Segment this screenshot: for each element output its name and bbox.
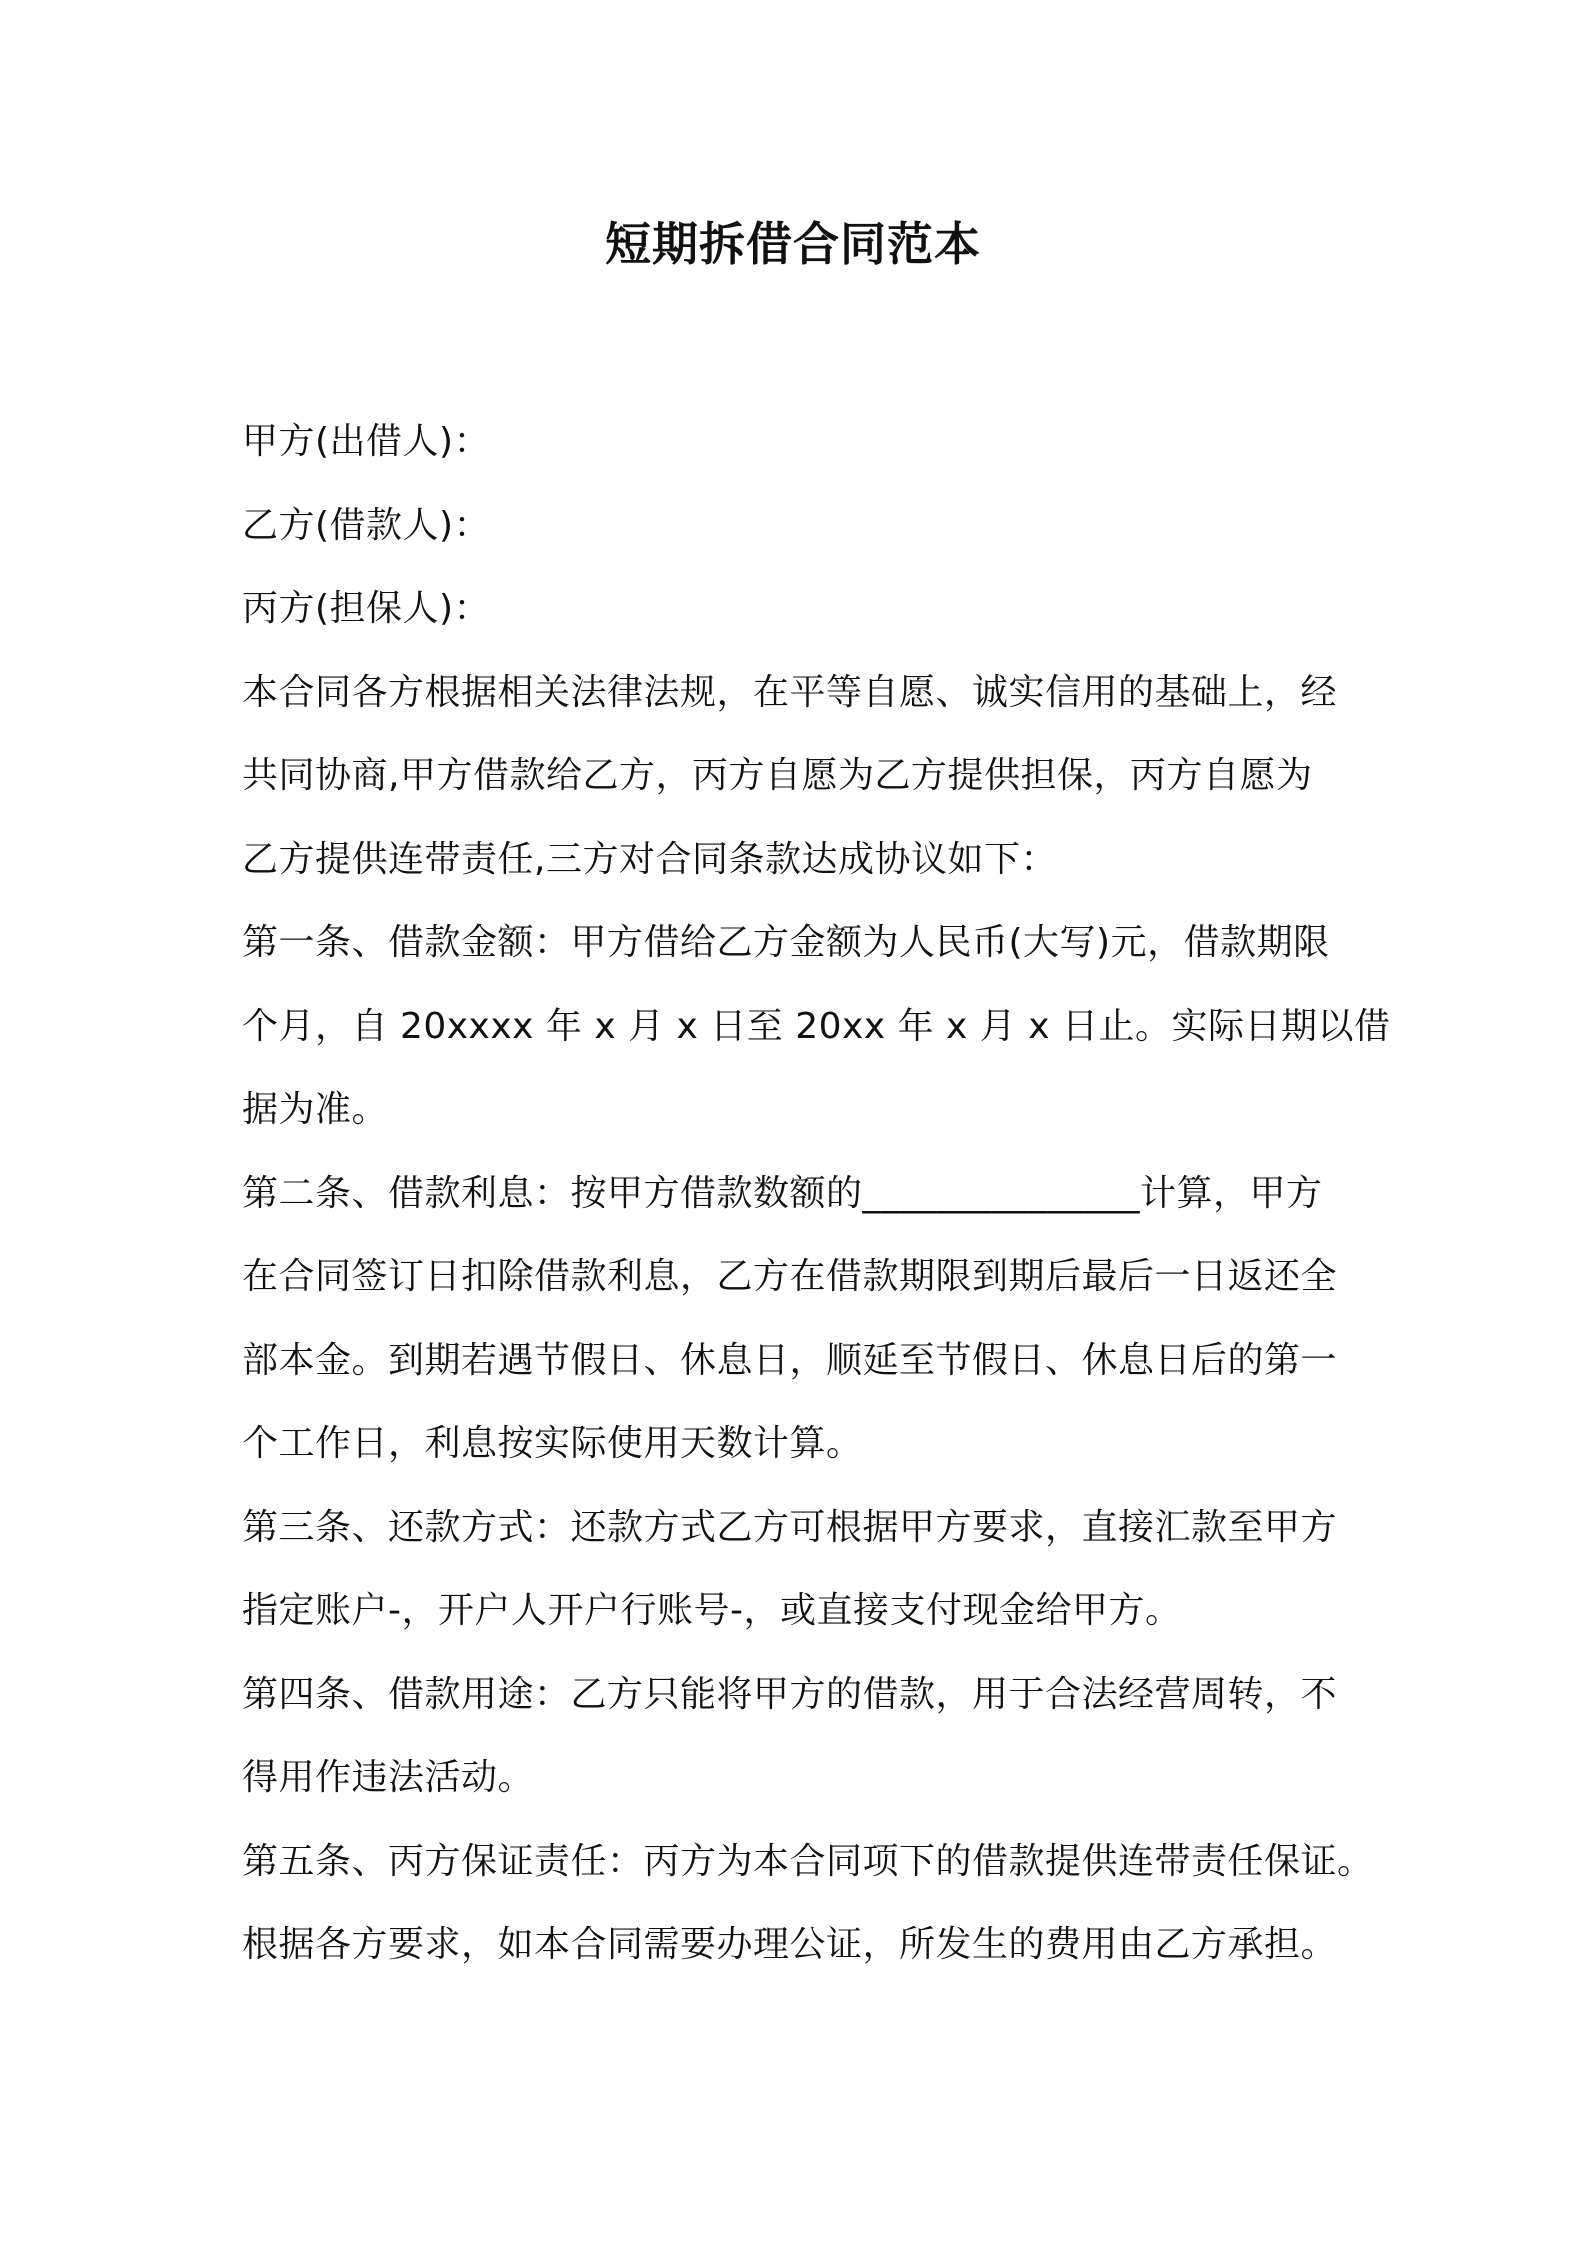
party-c-line: 丙方(担保人)： xyxy=(242,588,491,629)
article-1-line-3: 据为准。 xyxy=(242,1089,389,1130)
article-1-line-2: 个月，自 20xxxx 年 x 月 x 日至 20xx 年 x 月 x 日止。实际日期以借 xyxy=(242,1005,1391,1047)
article-3-line-2: 指定账户-，开户人开户行账号-，或直接支付现金给甲方。 xyxy=(242,1590,1182,1631)
party-a-line: 甲方(出借人)： xyxy=(242,421,491,462)
document-title: 短期拆借合同范本 xyxy=(605,217,981,271)
preamble-line-3: 乙方提供连带责任,三方对合同条款达成协议如下： xyxy=(242,838,1057,880)
preamble-line-1: 本合同各方根据相关法律法规，在平等自愿、诚实信用的基础上，经 xyxy=(242,671,1338,713)
article-4-line-2: 得用作违法活动。 xyxy=(242,1757,535,1798)
article-1-line-1: 第一条、借款金额：甲方借给乙方金额为人民币(大写)元，借款期限 xyxy=(242,922,1330,963)
article-5-line-1: 第五条、丙方保证责任：丙方为本合同项下的借款提供连带责任保证。 xyxy=(242,1840,1374,1882)
article-3-line-1: 第三条、还款方式：还款方式乙方可根据甲方要求，直接汇款至甲方 xyxy=(242,1506,1338,1548)
party-b-line: 乙方(借款人)： xyxy=(242,504,491,546)
article-2-line-4: 个工作日，利息按实际使用天数计算。 xyxy=(242,1423,863,1464)
article-5-line-2: 根据各方要求，如本合同需要办理公证，所发生的费用由乙方承担。 xyxy=(242,1924,1338,1965)
preamble-line-2: 共同协商,甲方借款给乙方，丙方自愿为乙方提供担保，丙方自愿为 xyxy=(242,755,1313,796)
article-2-line-1: 第二条、借款利息：按甲方借款数额的_______________计算，甲方 xyxy=(242,1172,1323,1214)
article-2-line-2: 在合同签订日扣除借款利息，乙方在借款期限到期后最后一日返还全 xyxy=(242,1256,1338,1297)
article-2-line-3: 部本金。到期若遇节假日、休息日，顺延至节假日、休息日后的第一 xyxy=(242,1339,1338,1381)
document-body xyxy=(242,400,1391,1987)
article-4-line-1: 第四条、借款用途：乙方只能将甲方的借款，用于合法经营周转，不 xyxy=(242,1673,1338,1715)
